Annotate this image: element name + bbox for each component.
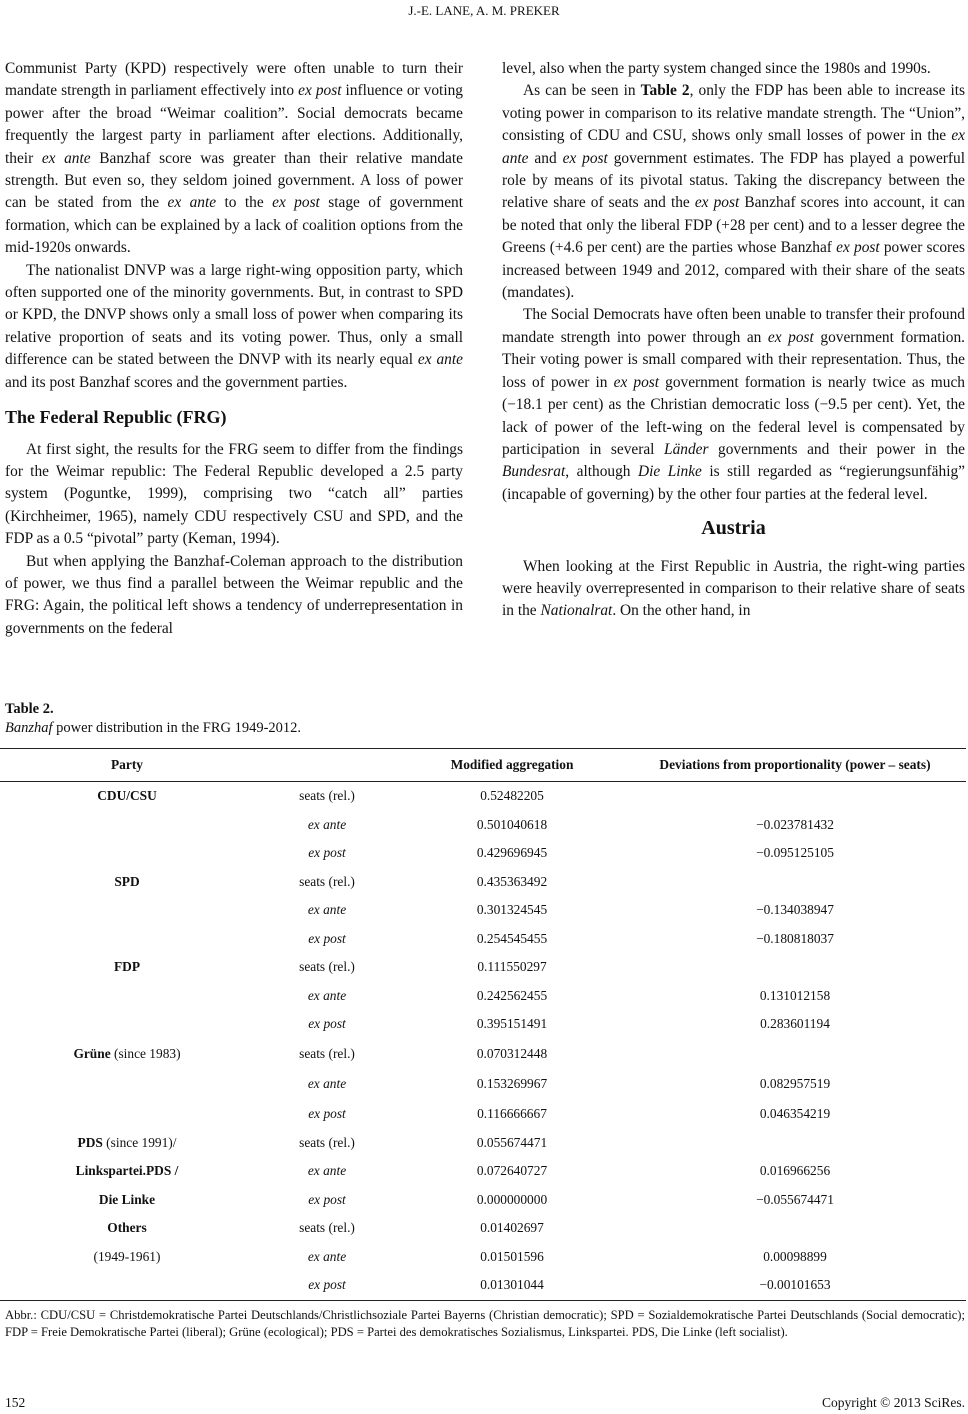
value-cell: 0.501040618	[476, 816, 548, 832]
text-run: ex ante	[502, 127, 965, 167]
value-cell: 0.01402697	[480, 1220, 544, 1236]
measure-label: ex ante	[307, 816, 347, 832]
text-run: government formation. Their voting power is small compared with their representation. Thus, the loss of power in	[502, 328, 965, 391]
deviation-cell	[624, 1039, 966, 1069]
party-cell	[0, 1010, 254, 1039]
text-run: and	[528, 149, 563, 167]
measure-label: ex ante	[307, 902, 347, 918]
measure-cell	[254, 1129, 400, 1158]
value-cell: 0.01501596	[480, 1248, 544, 1264]
measure-cell	[254, 982, 400, 1011]
table-row	[0, 839, 966, 868]
text-run: ex post	[562, 149, 608, 167]
text-run: Nationalrat	[540, 602, 613, 620]
measure-label: ex post	[308, 1191, 346, 1207]
table-row	[0, 1271, 966, 1300]
text-run: ex ante	[41, 149, 91, 167]
paragraph	[5, 260, 463, 394]
paragraph	[5, 551, 463, 641]
party-cell	[0, 782, 254, 811]
deviation-cell: −0.055674471	[756, 1191, 834, 1207]
value-cell: 0.395151491	[476, 1016, 548, 1032]
measure-label: ex post	[308, 1277, 346, 1293]
party-cell	[0, 953, 254, 982]
table-row	[0, 982, 966, 1011]
measure-label: seats (rel.)	[299, 1045, 355, 1061]
text-run: When looking at the First Republic in Austria, the right-wing parties were heavily overrepresented in comparison to their relative share of seats in the	[502, 557, 965, 620]
header-modified-aggregation: Modified aggregation	[400, 749, 624, 782]
measure-cell	[254, 1099, 400, 1129]
party-cell	[0, 1099, 254, 1129]
text-run: is still regarded as “regierungsunfähig” (incapable of governing) by the other four parties at the federal level.	[502, 463, 966, 503]
party-cell	[0, 1186, 254, 1215]
value-cell: 0.01301044	[400, 1271, 624, 1300]
text-run: ex post	[836, 239, 880, 257]
deviation-cell: 0.00098899	[763, 1248, 827, 1264]
text-run: ex post	[272, 194, 320, 212]
table-row	[0, 811, 966, 840]
text-run: ex ante	[167, 194, 217, 212]
abbreviations-note: Abbr.: CDU/CSU = Christdemokratische Partei Deutschlands/Christlichsoziale Partei Bayerns (Christian democratic); SPD = Sozialdemokratische Partei Deutschlands (Social democratic); FDP = Freie Demokratische Partei (liberal); Grüne (ecological); PDS = Partei des demokratisches Sozialismus, Linkspartei. PDS, Die Linke (left socialist).	[5, 1308, 965, 1340]
text-run: power scores increased between 1949 and 2012, compared with their share of the seats (mandates).	[502, 239, 965, 302]
text-run: ex ante	[417, 351, 463, 369]
header-party: Party	[0, 749, 254, 782]
table-row	[0, 925, 966, 954]
value-cell: 0.072640727	[476, 1163, 548, 1179]
table-title	[5, 719, 301, 738]
table-row	[0, 896, 966, 925]
text-run: The Social Democrats have often been unable to transfer their profound mandate strength into power through an	[502, 306, 965, 346]
table-row	[0, 1243, 966, 1272]
value-cell: 0.070312448	[476, 1045, 548, 1061]
measure-cell	[254, 1243, 400, 1272]
measure-label: seats (rel.)	[299, 788, 355, 804]
measure-cell	[254, 953, 400, 982]
text-run: , although	[565, 463, 638, 481]
deviation-cell: 0.046354219	[759, 1105, 831, 1121]
paragraph	[502, 556, 965, 623]
table-row	[0, 1214, 966, 1243]
text-run: ex post	[298, 82, 342, 100]
text-run: stage of government formation, which can be explained by a lack of coalition options from the mid-1920s onwards.	[5, 194, 464, 257]
text-run: Communist Party (KPD) respectively were often unable to turn their mandate strength in parliament effectively into	[5, 60, 463, 100]
deviation-cell	[624, 953, 966, 982]
measure-cell	[254, 925, 400, 954]
page-number: 152	[5, 1395, 26, 1410]
text-run: influence or voting power after the broad “Weimar coalition”. Social democrats became frequently the largest party in parliament after elections. Additionally, their	[5, 82, 463, 167]
value-cell: 0.242562455	[476, 987, 548, 1003]
value-cell: 0.301324545	[476, 902, 548, 918]
deviation-cell: −0.095125105	[756, 845, 834, 861]
measure-label: ex ante	[307, 1075, 347, 1091]
paragraph	[5, 439, 463, 551]
measure-cell	[254, 811, 400, 840]
table-row	[0, 1099, 966, 1129]
table-title-em: Banzhaf	[5, 720, 53, 736]
party-name: FDP	[113, 959, 141, 975]
measure-label: seats (rel.)	[299, 1134, 355, 1150]
measure-cell	[254, 896, 400, 925]
party-note: (1949-1961)	[93, 1248, 161, 1264]
left-column	[5, 58, 463, 640]
value-cell: 0.429696945	[476, 845, 548, 861]
text-run: . On the other hand, in	[612, 602, 751, 620]
text-run: Die Linke	[637, 463, 702, 481]
value-cell: 0.52482205	[480, 788, 544, 804]
paragraph	[502, 80, 965, 304]
text-run: governments and their power in the	[708, 440, 966, 458]
table-row	[0, 868, 966, 897]
measure-cell	[254, 868, 400, 897]
deviation-cell: 0.082957519	[759, 1075, 831, 1091]
party-note: (since 1983)	[110, 1045, 181, 1061]
deviation-cell: −0.00101653	[624, 1271, 966, 1300]
deviation-cell: 0.131012158	[759, 987, 831, 1003]
deviation-cell: −0.180818037	[756, 930, 834, 946]
table-row	[0, 1129, 966, 1158]
value-cell: 0.116666667	[477, 1105, 547, 1121]
deviation-cell	[624, 868, 966, 897]
party-name: CDU/CSU	[97, 788, 157, 804]
party-cell	[0, 1039, 254, 1069]
text-run: Table 2	[640, 82, 690, 100]
text-run: government formation is nearly twice as much (−18.1 per cent) as the Christian democratic loss (−9.5 per cent). Yet, the lack of power of the left-wing on the federal level is compensated by participation in several	[502, 373, 965, 458]
measure-label: seats (rel.)	[299, 959, 355, 975]
running-head	[0, 3, 968, 19]
section-heading-frg: The Federal Republic (FRG)	[5, 407, 227, 428]
party-name: Linkspartei.PDS /	[75, 1163, 179, 1179]
deviation-cell	[624, 1129, 966, 1158]
text-run: level, also when the party system changed since the 1980s and 1990s.	[502, 60, 931, 77]
text-run: government estimates. The FDP has played a powerful role by means of its pivotal status. Taking the discrepancy between the relative share of seats and the	[502, 149, 965, 212]
text-run: As can be seen in	[523, 82, 641, 100]
value-cell: 0.111550297	[477, 959, 547, 975]
right-column	[502, 58, 965, 623]
party-name: SPD	[114, 873, 140, 889]
measure-label: seats (rel.)	[299, 873, 355, 889]
measure-cell	[254, 1157, 400, 1186]
measure-cell	[254, 1271, 400, 1300]
party-cell	[0, 1243, 254, 1272]
measure-label: seats (rel.)	[299, 1220, 355, 1236]
copyright: Copyright © 2013 SciRes.	[821, 1395, 965, 1410]
party-name: Die Linke	[98, 1191, 156, 1207]
measure-cell	[254, 1010, 400, 1039]
party-cell	[0, 1069, 254, 1099]
measure-label: ex ante	[307, 987, 347, 1003]
text-run: Banzhaf score was greater than their relative mandate strength. But even so, they seldom joined government. A loss of power can be stated from the	[5, 149, 463, 212]
party-cell	[0, 1271, 254, 1300]
table-header-row	[0, 749, 966, 782]
party-cell	[0, 925, 254, 954]
paragraph	[502, 304, 965, 506]
table-row	[0, 782, 966, 811]
measure-cell	[254, 1186, 400, 1215]
banzhaf-table	[0, 748, 966, 1301]
party-cell	[0, 811, 254, 840]
party-cell	[0, 982, 254, 1011]
measure-label: ex post	[308, 1105, 346, 1121]
table-row	[0, 1069, 966, 1099]
deviation-cell	[624, 1214, 966, 1243]
section-heading-austria: Austria	[701, 517, 766, 540]
deviation-cell: 0.283601194	[760, 1016, 830, 1032]
measure-cell	[254, 782, 400, 811]
table-row	[0, 1186, 966, 1215]
party-name: PDS	[77, 1134, 103, 1150]
value-cell: 0.254545455	[476, 930, 548, 946]
table-caption	[5, 700, 301, 738]
table-title-rest: power distribution in the FRG 1949-2012.	[52, 720, 302, 736]
value-cell: 0.000000000	[476, 1191, 548, 1207]
measure-label: ex post	[308, 930, 346, 946]
text-run: to the	[216, 194, 273, 212]
deviation-cell	[624, 782, 966, 811]
text-run: But when applying the Banzhaf-Coleman approach to the distribution of power, we thus find a parallel between the Weimar republic and the FRG: Again, the political left shows a tendency of underrepresentation in governments on the federal	[5, 552, 463, 637]
text-run: and its post Banzhaf scores and the government parties.	[5, 373, 348, 391]
text-run: Länder	[664, 440, 709, 458]
party-cell	[0, 1214, 254, 1243]
text-run: Banzhaf scores into account, it can be noted that only the liberal FDP (+28 per cent) and to a lesser degree the Greens (+4.6 per cent) are the parties whose Banzhaf	[502, 194, 965, 257]
value-cell: 0.153269967	[476, 1075, 548, 1091]
table-body	[0, 782, 966, 1301]
party-name: Grüne	[73, 1045, 111, 1061]
header-measure	[254, 749, 400, 782]
table-row	[0, 1157, 966, 1186]
party-note: (since 1991)/	[102, 1134, 177, 1150]
text-run: , only the FDP has been able to increase its voting power in comparison to its relative mandate strength. The “Union”, consisting of CDU and CSU, shows only small losses of power in the	[502, 82, 966, 145]
text-run: ex post	[613, 373, 660, 391]
table-row	[0, 1010, 966, 1039]
text-run: ex post	[767, 328, 814, 346]
table-row	[0, 1039, 966, 1069]
running-head-text: J.-E. LANE, A. M. PREKER	[408, 3, 560, 18]
party-name: Others	[107, 1220, 147, 1236]
paragraph	[502, 58, 965, 80]
measure-cell	[254, 1214, 400, 1243]
paragraph	[5, 58, 463, 260]
deviation-cell: −0.023781432	[756, 816, 834, 832]
measure-label: ex post	[308, 1016, 346, 1032]
text-run: ex post	[694, 194, 740, 212]
table-row	[0, 953, 966, 982]
text-run: At first sight, the results for the FRG seem to differ from the findings for the Weimar republic: The Federal Republic developed a 2.5 party system (Poguntke, 1999), comprising two “catch all” parties (Kirchheimer, 1965), namely CDU respectively CSU and SPD, and the FDP as a 0.5 “pivotal” party (Keman, 1994).	[5, 440, 463, 548]
measure-cell	[254, 839, 400, 868]
text-run: The nationalist DNVP was a large right-wing opposition party, which often supported one of the minority governments. But, in contrast to SPD or KPD, the DNVP shows only a small loss of power when comparing its relative proportion of seats and its voting power. Thus, only a small difference can be stated between the DNVP with its nearly equal	[5, 261, 463, 369]
party-cell	[0, 839, 254, 868]
party-cell	[0, 896, 254, 925]
table-label: Table 2.	[5, 701, 54, 717]
party-cell	[0, 1157, 254, 1186]
measure-cell	[254, 1039, 400, 1069]
header-deviations: Deviations from proportionality (power – seats)	[624, 749, 966, 782]
party-cell	[0, 868, 254, 897]
value-cell: 0.055674471	[476, 1134, 548, 1150]
measure-label: ex post	[308, 845, 346, 861]
deviation-cell: 0.016966256	[759, 1163, 831, 1179]
measure-label: ex ante	[307, 1248, 347, 1264]
party-cell	[0, 1129, 254, 1158]
deviation-cell: −0.134038947	[756, 902, 834, 918]
measure-cell	[254, 1069, 400, 1099]
value-cell: 0.435363492	[476, 873, 548, 889]
measure-label: ex ante	[307, 1163, 347, 1179]
text-run: Bundesrat	[502, 463, 566, 481]
